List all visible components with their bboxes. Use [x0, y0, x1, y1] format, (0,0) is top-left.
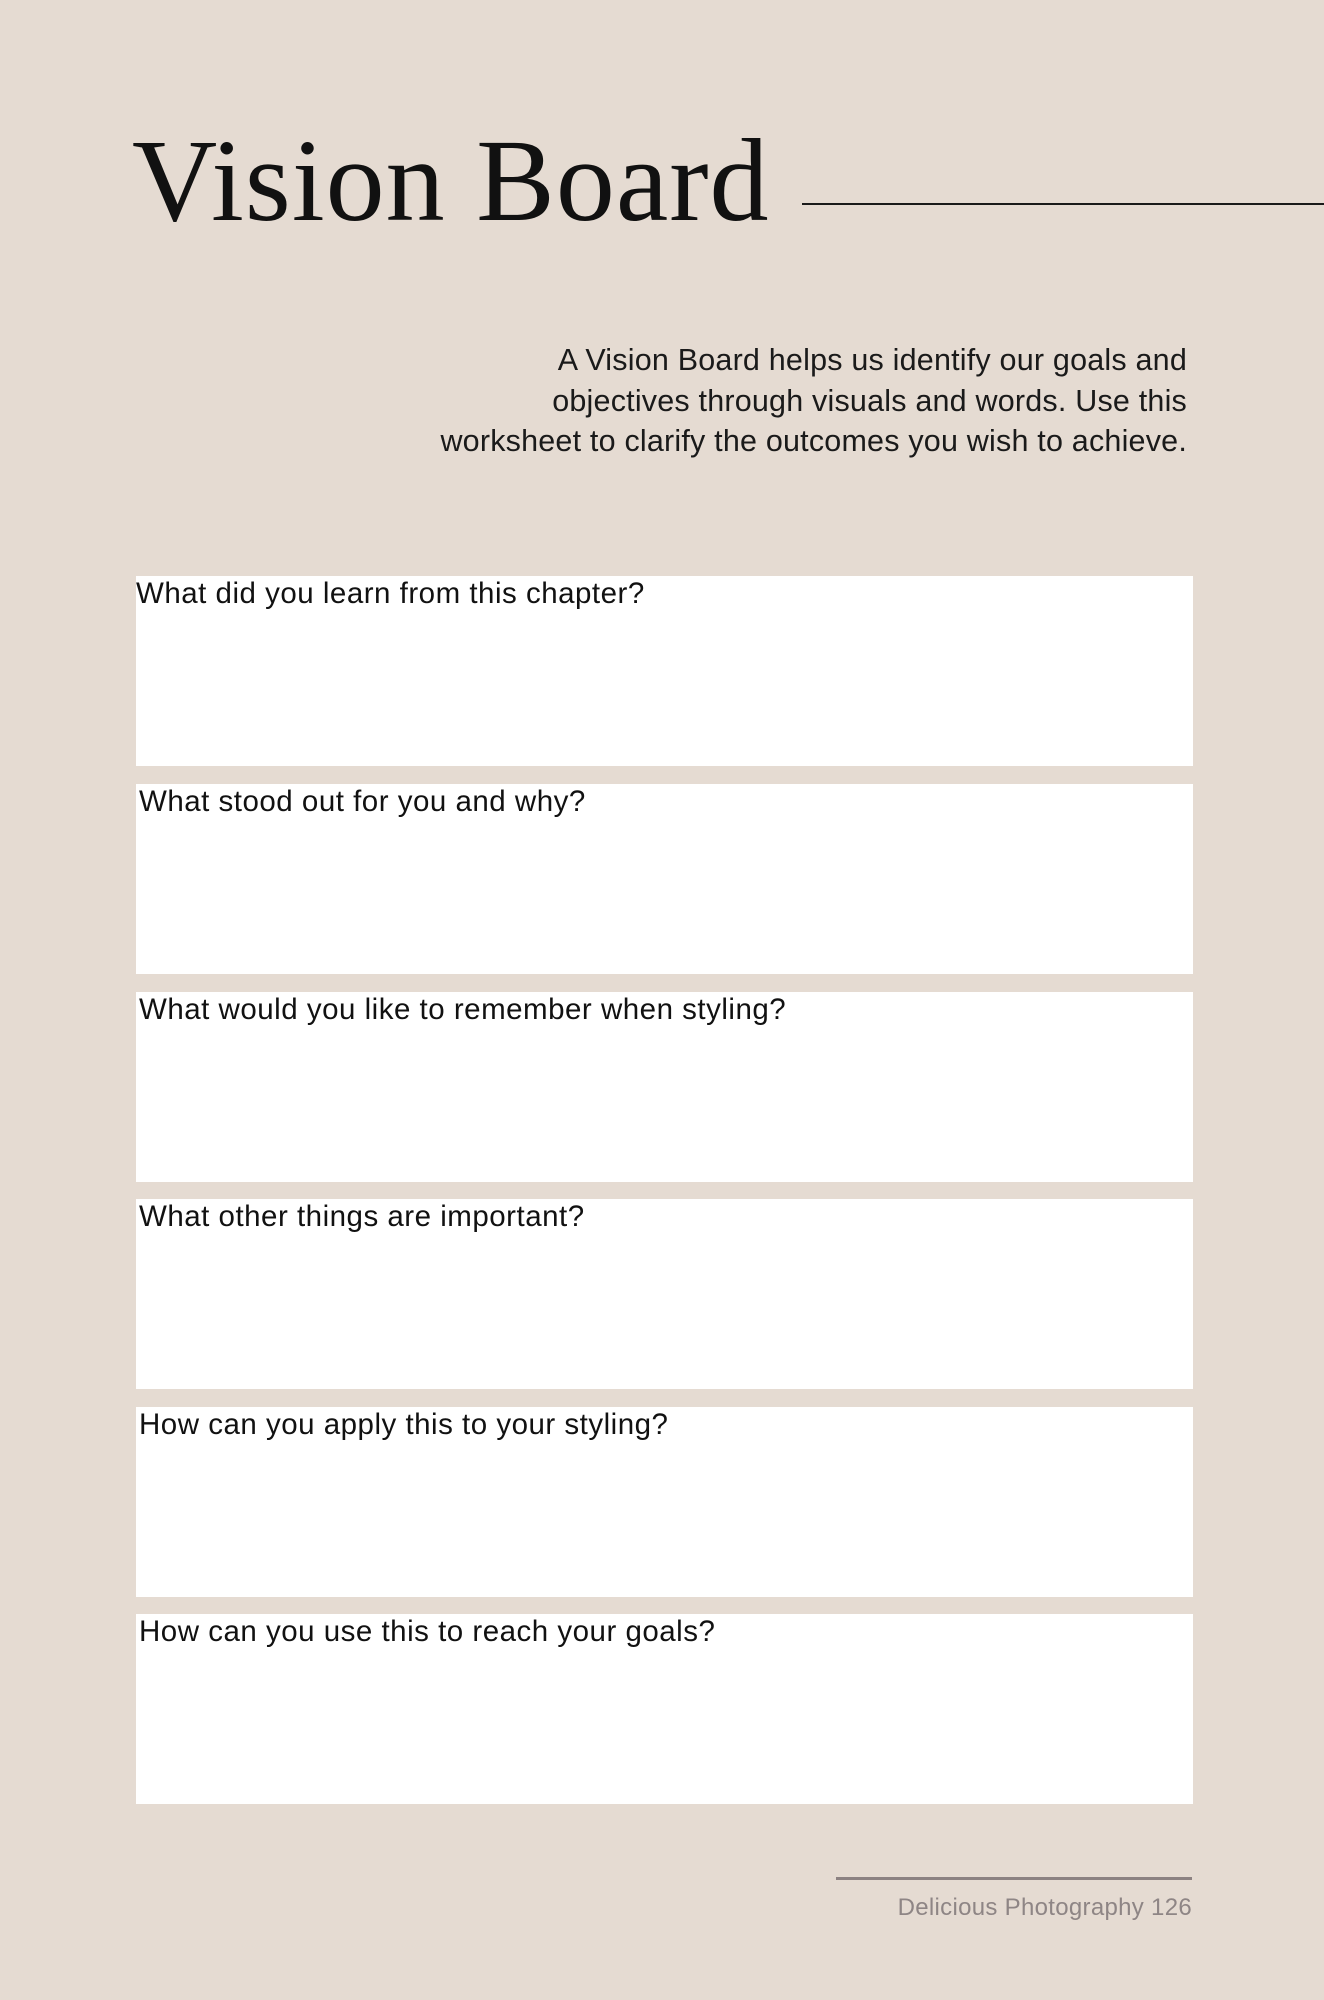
question-box-3[interactable]	[136, 992, 1193, 1182]
question-label: What other things are important?	[139, 1200, 585, 1233]
question-box-4[interactable]	[136, 1199, 1193, 1389]
question-box-5[interactable]	[136, 1407, 1193, 1597]
footer-divider	[836, 1877, 1192, 1880]
question-label: How can you apply this to your styling?	[139, 1408, 669, 1441]
title-divider	[802, 203, 1324, 205]
page-title: Vision Board	[132, 115, 770, 246]
question-label: How can you use this to reach your goals?	[139, 1615, 716, 1648]
intro-paragraph: A Vision Board helps us identify our goals and objectives through visuals and words. Use this worksheet to clarify the outcomes you wish to achieve.	[440, 343, 1187, 458]
question-box-2[interactable]	[136, 784, 1193, 974]
question-label: What would you like to remember when styling?	[139, 993, 787, 1026]
question-label: What stood out for you and why?	[139, 785, 586, 818]
question-box-6[interactable]	[136, 1614, 1193, 1804]
footer-page-label: Delicious Photography 126	[897, 1894, 1192, 1921]
question-box-1[interactable]	[136, 576, 1193, 766]
question-label: What did you learn from this chapter?	[136, 577, 645, 610]
